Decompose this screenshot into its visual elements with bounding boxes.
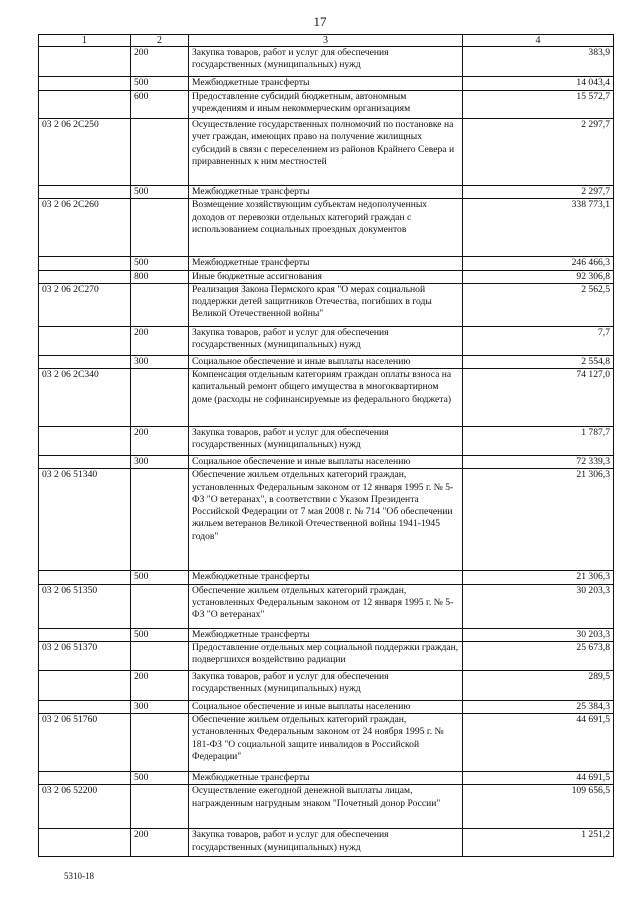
expense-type-code <box>131 199 189 257</box>
expense-type-code <box>131 469 189 571</box>
expense-name: Межбюджетные трансферты <box>189 77 463 91</box>
expense-type-code: 500 <box>131 77 189 91</box>
expense-type-code: 600 <box>131 91 189 119</box>
amount-cell: 25 384,3 <box>463 700 614 713</box>
amount-cell: 383,9 <box>463 47 614 77</box>
table-row <box>39 628 614 641</box>
expense-type-code: 500 <box>131 571 189 584</box>
expense-type-code: 200 <box>131 427 189 456</box>
expense-type-code: 300 <box>131 700 189 713</box>
footer-document-code: 5310-18 <box>64 871 94 881</box>
expense-name: Межбюджетные трансферты <box>189 571 463 584</box>
amount-cell: 289,5 <box>463 670 614 700</box>
target-article-code: 03 2 06 51340 <box>39 469 131 571</box>
expense-name: Закупка товаров, работ и услуг для обеспечения государственных (муниципальных) нужд <box>189 670 463 700</box>
table-row <box>39 427 614 456</box>
target-article-code <box>39 772 131 785</box>
expense-type-code <box>131 641 189 670</box>
expense-name: Межбюджетные трансферты <box>189 186 463 199</box>
expense-name: Осуществление государственных полномочий по постановке на учет граждан, имеющих право на получение жилищных субсидий в связи с переселением из районов Крайнего Севера и приравненных к ним местностей <box>189 119 463 186</box>
target-article-code <box>39 355 131 368</box>
column-header-4: 4 <box>463 35 614 47</box>
table-row <box>39 714 614 772</box>
amount-cell: 44 691,5 <box>463 772 614 785</box>
amount-cell: 21 306,3 <box>463 469 614 571</box>
expense-name: Обеспечение жильем отдельных категорий граждан, установленных Федеральным законом от 12 января 1995 г. № 5-ФЗ "О ветеранах" <box>189 584 463 628</box>
expense-type-code <box>131 283 189 326</box>
amount-cell: 2 297,7 <box>463 119 614 186</box>
expense-name: Социальное обеспечение и иные выплаты населению <box>189 700 463 713</box>
target-article-code <box>39 427 131 456</box>
expense-type-code: 200 <box>131 670 189 700</box>
expense-type-code <box>131 584 189 628</box>
target-article-code: 03 2 06 51350 <box>39 584 131 628</box>
expense-type-code: 200 <box>131 829 189 857</box>
table-row <box>39 700 614 713</box>
amount-cell: 44 691,5 <box>463 714 614 772</box>
expense-name: Обеспечение жильем отдельных категорий граждан, установленных Федеральным законом от 12 января 1995 г. № 5-ФЗ "О ветеранах", в соответствии с Указом Президента Российской Федерации от 7 мая 2008 г. № 714 "Об обеспечении жильем ветеранов Великой Отечественной войны 1941-1945 годов" <box>189 469 463 571</box>
expense-type-code <box>131 785 189 829</box>
expense-name: Компенсация отдельным категориям граждан оплаты взноса на капитальный ремонт общего имущества в многоквартирном доме (расходы не софинансируемые из федерального бюджета) <box>189 369 463 427</box>
amount-cell: 1 787,7 <box>463 427 614 456</box>
expense-name: Обеспечение жильем отдельных категорий граждан, установленных Федеральным законом от 24 ноября 1995 г. № 181-ФЗ "О социальной защите инвалидов в Российской Федерации" <box>189 714 463 772</box>
target-article-code: 03 2 06 2C260 <box>39 199 131 257</box>
table-row <box>39 584 614 628</box>
table-row <box>39 47 614 77</box>
target-article-code <box>39 700 131 713</box>
amount-cell: 2 562,5 <box>463 283 614 326</box>
target-article-code: 03 2 06 2C340 <box>39 369 131 427</box>
expense-name: Закупка товаров, работ и услуг для обеспечения государственных (муниципальных) нужд <box>189 47 463 77</box>
amount-cell: 2 554,8 <box>463 355 614 368</box>
column-header-3: 3 <box>189 35 463 47</box>
expense-name: Реализация Закона Пермского края "О мерах социальной поддержки детей защитников Отечества, погибших в годы Великой Отечественной войны" <box>189 283 463 326</box>
expense-type-code: 800 <box>131 270 189 283</box>
expense-name: Закупка товаров, работ и услуг для обеспечения государственных (муниципальных) нужд <box>189 427 463 456</box>
table-header-row <box>39 35 614 47</box>
target-article-code: 03 2 06 51370 <box>39 641 131 670</box>
target-article-code <box>39 829 131 857</box>
table-row <box>39 199 614 257</box>
expense-type-code: 200 <box>131 326 189 355</box>
expense-name: Межбюджетные трансферты <box>189 628 463 641</box>
table-row <box>39 355 614 368</box>
expense-type-code <box>131 369 189 427</box>
amount-cell: 338 773,1 <box>463 199 614 257</box>
target-article-code: 03 2 06 2C270 <box>39 283 131 326</box>
expense-name: Предоставление отдельных мер социальной поддержки граждан, подвергшихся воздействию радиации <box>189 641 463 670</box>
target-article-code: 03 2 06 2C250 <box>39 119 131 186</box>
target-article-code <box>39 571 131 584</box>
target-article-code <box>39 270 131 283</box>
target-article-code <box>39 670 131 700</box>
expense-type-code: 500 <box>131 186 189 199</box>
amount-cell: 25 673,8 <box>463 641 614 670</box>
table-row <box>39 571 614 584</box>
table-row <box>39 785 614 829</box>
amount-cell: 92 306,8 <box>463 270 614 283</box>
amount-cell: 30 203,3 <box>463 584 614 628</box>
amount-cell: 2 297,7 <box>463 186 614 199</box>
table-row <box>39 283 614 326</box>
amount-cell: 1 251,2 <box>463 829 614 857</box>
table-body <box>39 47 614 857</box>
expense-type-code: 500 <box>131 772 189 785</box>
table-row <box>39 369 614 427</box>
table-row <box>39 469 614 571</box>
expense-type-code: 300 <box>131 456 189 469</box>
target-article-code <box>39 91 131 119</box>
expense-name: Социальное обеспечение и иные выплаты населению <box>189 355 463 368</box>
target-article-code <box>39 77 131 91</box>
target-article-code <box>39 326 131 355</box>
amount-cell: 15 572,7 <box>463 91 614 119</box>
table-row <box>39 119 614 186</box>
budget-table <box>38 34 614 857</box>
expense-name: Предоставление субсидий бюджетным, автономным учреждениям и иным некоммерческим организациям <box>189 91 463 119</box>
expense-name: Межбюджетные трансферты <box>189 772 463 785</box>
expense-name: Социальное обеспечение и иные выплаты населению <box>189 456 463 469</box>
table-row <box>39 456 614 469</box>
table-row <box>39 326 614 355</box>
amount-cell: 30 203,3 <box>463 628 614 641</box>
amount-cell: 14 043,4 <box>463 77 614 91</box>
expense-type-code <box>131 714 189 772</box>
expense-name: Межбюджетные трансферты <box>189 257 463 270</box>
table-row <box>39 77 614 91</box>
amount-cell: 21 306,3 <box>463 571 614 584</box>
expense-type-code <box>131 119 189 186</box>
amount-cell: 7,7 <box>463 326 614 355</box>
target-article-code: 03 2 06 52200 <box>39 785 131 829</box>
target-article-code <box>39 456 131 469</box>
expense-name: Закупка товаров, работ и услуг для обеспечения государственных (муниципальных) нужд <box>189 829 463 857</box>
expense-type-code: 500 <box>131 257 189 270</box>
table-row <box>39 772 614 785</box>
table-row <box>39 829 614 857</box>
table-row <box>39 186 614 199</box>
column-header-2: 2 <box>131 35 189 47</box>
table-row <box>39 270 614 283</box>
amount-cell: 109 656,5 <box>463 785 614 829</box>
expense-type-code: 300 <box>131 355 189 368</box>
expense-name: Осуществление ежегодной денежной выплаты лицам, награжденным нагрудным знаком "Почетный донор России" <box>189 785 463 829</box>
expense-type-code: 500 <box>131 628 189 641</box>
table-row <box>39 91 614 119</box>
target-article-code <box>39 186 131 199</box>
expense-type-code: 200 <box>131 47 189 77</box>
target-article-code <box>39 628 131 641</box>
table-row <box>39 670 614 700</box>
expense-name: Возмещение хозяйствующим субъектам недополученных доходов от перевозки отдельных категорий граждан с использованием социальных проездных документов <box>189 199 463 257</box>
amount-cell: 74 127,0 <box>463 369 614 427</box>
expense-name: Закупка товаров, работ и услуг для обеспечения государственных (муниципальных) нужд <box>189 326 463 355</box>
table-row <box>39 641 614 670</box>
amount-cell: 246 466,3 <box>463 257 614 270</box>
page-number: 17 <box>313 14 327 29</box>
expense-name: Иные бюджетные ассигнования <box>189 270 463 283</box>
target-article-code: 03 2 06 51760 <box>39 714 131 772</box>
target-article-code <box>39 257 131 270</box>
target-article-code <box>39 47 131 77</box>
amount-cell: 72 339,3 <box>463 456 614 469</box>
column-header-1: 1 <box>39 35 131 47</box>
table-row <box>39 257 614 270</box>
